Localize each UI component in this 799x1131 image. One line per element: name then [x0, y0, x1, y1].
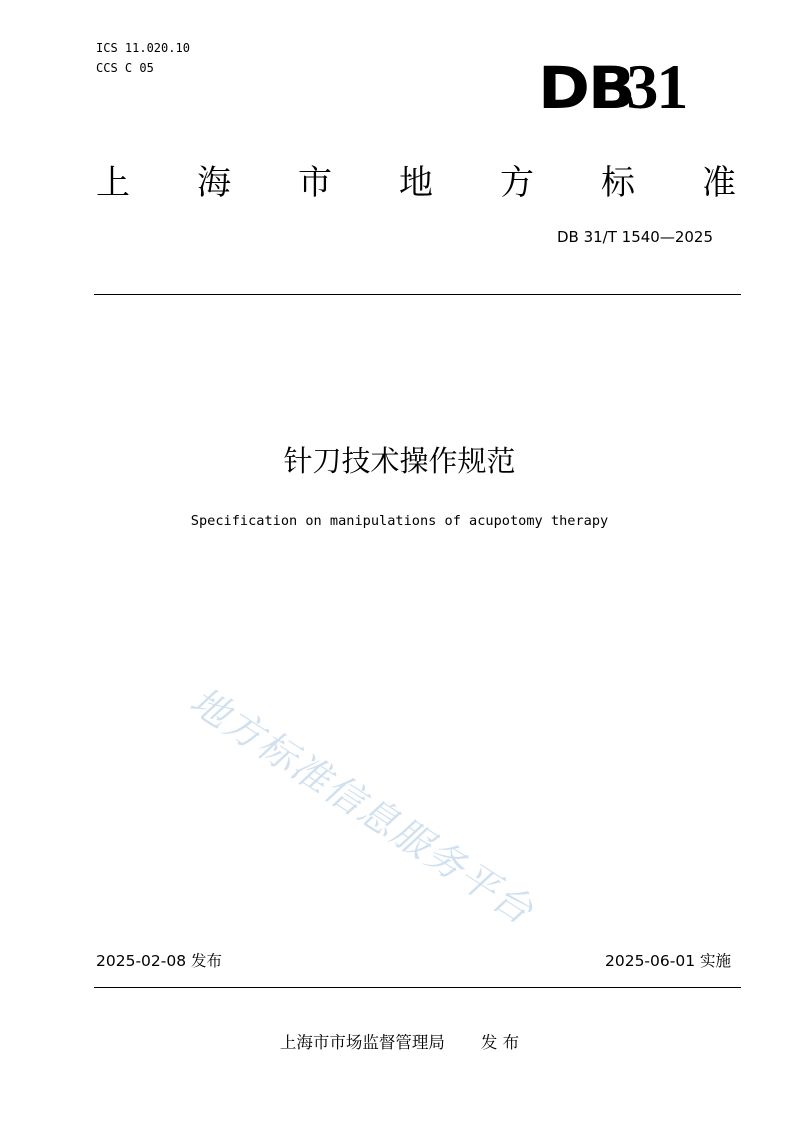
standard-type-char: 海: [197, 163, 231, 203]
document-title-english: Specification on manipulations of acupotomy therapy: [190, 513, 609, 529]
issue-action: 发 布: [480, 1033, 520, 1052]
issue-date: 2025-02-08 发布: [96, 952, 223, 970]
db31-logo: [538, 52, 698, 122]
logo-number: 31: [626, 51, 687, 122]
document-title-chinese: 针刀技术操作规范: [283, 444, 516, 478]
standard-type-char: 方: [500, 163, 534, 203]
issuing-authority-line: [0, 1031, 799, 1055]
top-divider: [94, 294, 741, 295]
standard-type-heading: [96, 158, 736, 208]
standard-type-char: 准: [702, 163, 736, 203]
implementation-date: 2025-06-01 实施: [604, 952, 731, 970]
ccs-code: CCS C 05: [96, 61, 154, 75]
standard-type-char: 上: [96, 163, 130, 203]
ics-code: ICS 11.020.10: [96, 41, 190, 55]
standard-type-char: 地: [399, 163, 433, 203]
standard-type-char: 标: [601, 163, 635, 203]
classification-codes: [96, 38, 190, 78]
standard-type-char: 市: [298, 163, 332, 203]
watermark-text: 地方标准信息服务平台: [182, 678, 542, 934]
standard-number: DB 31/T 1540—2025: [556, 228, 713, 246]
issuing-authority: 上海市市场监督管理局: [279, 1033, 445, 1052]
logo-prefix: DB: [538, 54, 634, 122]
bottom-divider: [94, 987, 741, 988]
